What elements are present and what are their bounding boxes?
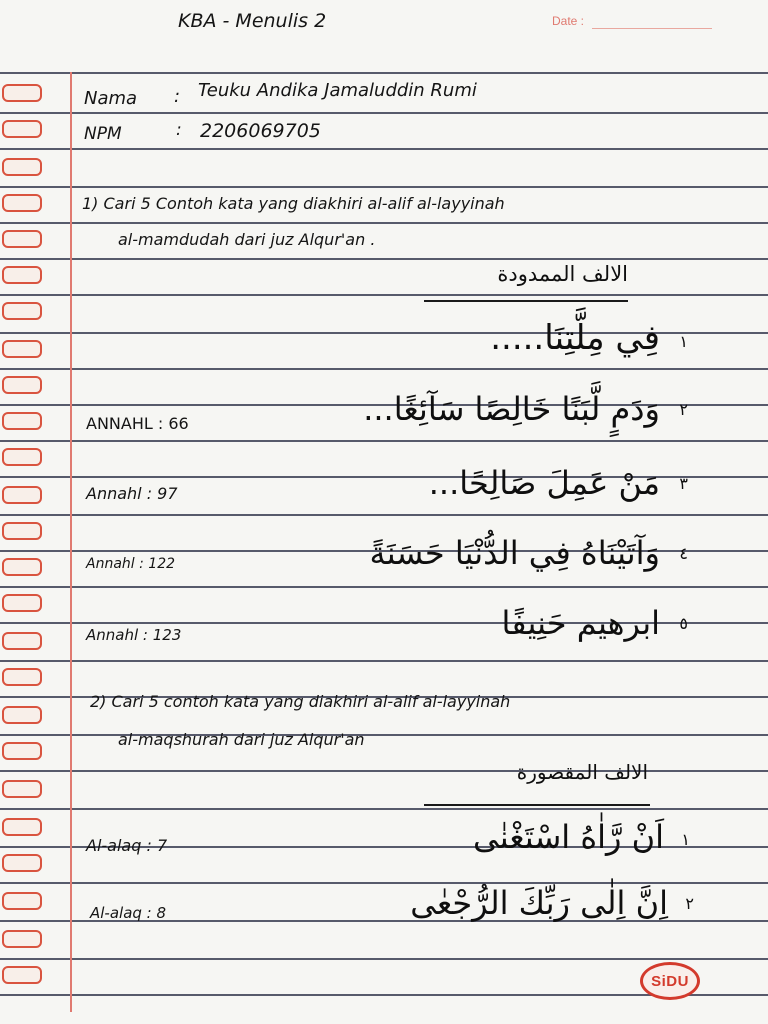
binder-ring [2, 266, 42, 284]
binder-ring [2, 930, 42, 948]
binder-ring [2, 340, 42, 358]
ruled-line [0, 258, 768, 260]
page-title: KBA - Menulis 2 [178, 10, 327, 32]
item-number: ٢ [685, 894, 694, 913]
binder-ring [2, 230, 42, 248]
question-2-line-2: al-maqshurah dari juz Alqur'an [118, 730, 365, 749]
arabic-word: فِي مِلَّتِنَا..... [490, 318, 660, 358]
npm-separator: : [176, 120, 182, 140]
sidu-logo [640, 962, 700, 1000]
question-1-line-1: 1) Cari 5 Contoh kata yang diakhiri al-alif al-layyinah [82, 194, 505, 213]
binder-ring [2, 486, 42, 504]
verse-reference: Annahl : 123 [86, 626, 182, 644]
ruled-line [0, 148, 768, 150]
verse-reference: Annahl : 122 [86, 556, 176, 572]
binder-ring [2, 558, 42, 576]
logo-text: SiDU [651, 972, 689, 990]
binder-ring [2, 854, 42, 872]
binder-ring [2, 120, 42, 138]
ruled-line [0, 72, 768, 74]
item-number: ١ [681, 830, 690, 849]
margin-line [70, 72, 72, 1012]
item-number: ٢ [679, 400, 688, 419]
ruled-line [0, 958, 768, 960]
binder-ring [2, 448, 42, 466]
binder-ring [2, 742, 42, 760]
name-label: Nama [84, 88, 138, 109]
binder-ring [2, 966, 42, 984]
arabic-heading-1: الالف الممدودة [497, 262, 628, 286]
binder-ring [2, 594, 42, 612]
binder-ring [2, 632, 42, 650]
binder-ring [2, 522, 42, 540]
ruled-line [0, 660, 768, 662]
ruled-line [0, 734, 768, 736]
npm-value: 2206069705 [200, 120, 321, 142]
ruled-line [0, 440, 768, 442]
verse-reference: ANNAHL : 66 [86, 414, 189, 433]
binder-ring [2, 376, 42, 394]
binder-ring [2, 892, 42, 910]
item-number: ٥ [679, 614, 688, 633]
heading-underline [424, 804, 650, 806]
binder-ring [2, 668, 42, 686]
ruled-line [0, 294, 768, 296]
arabic-word: وَآتَيْنَاهُ فِي الدُّنْيَا حَسَنَةً [369, 534, 660, 572]
arabic-word: ابرهيم حَنِيفًا [501, 604, 660, 642]
binder-ring [2, 780, 42, 798]
name-separator: : [174, 86, 181, 107]
arabic-word: مَنْ عَمِلَ صَالِحًا... [428, 464, 660, 502]
ruled-line [0, 770, 768, 772]
name-value: Teuku Andika Jamaluddin Rumi [198, 80, 477, 101]
question-2-line-1: 2) Cari 5 contoh kata yang diakhiri al-alif al-layyinah [90, 692, 511, 711]
date-line [592, 28, 712, 29]
npm-label: NPM [84, 124, 122, 144]
item-number: ٤ [679, 544, 688, 563]
ruled-line [0, 586, 768, 588]
question-1-line-2: al-mamdudah dari juz Alqur'an . [118, 230, 376, 249]
ruled-line [0, 186, 768, 188]
arabic-word: اِنَّ اِلٰى رَبِّكَ الرُّجْعٰى [410, 884, 668, 922]
verse-reference: Al-alaq : 7 [86, 836, 168, 855]
binder-ring [2, 194, 42, 212]
binder-ring [2, 302, 42, 320]
binder-ring [2, 412, 42, 430]
binder-ring [2, 706, 42, 724]
item-number: ٣ [679, 474, 688, 493]
ruled-line [0, 368, 768, 370]
arabic-heading-2: الالف المقصورة [516, 760, 648, 784]
ruled-line [0, 112, 768, 114]
binder-ring [2, 158, 42, 176]
arabic-word: اَنْ رَّاٰهُ اسْتَغْنٰى [473, 818, 664, 856]
heading-underline [424, 300, 628, 302]
verse-reference: Annahl : 97 [86, 484, 178, 503]
ruled-line [0, 808, 768, 810]
verse-reference: Al-alaq : 8 [90, 904, 167, 922]
binder-ring [2, 818, 42, 836]
ruled-line [0, 514, 768, 516]
item-number: ١ [679, 332, 688, 351]
date-label: Date : [552, 14, 585, 28]
ruled-line [0, 222, 768, 224]
binder-ring [2, 84, 42, 102]
arabic-word: وَدَمٍ لَّبَنًا خَالِصًا سَآئِغًا... [363, 390, 660, 428]
